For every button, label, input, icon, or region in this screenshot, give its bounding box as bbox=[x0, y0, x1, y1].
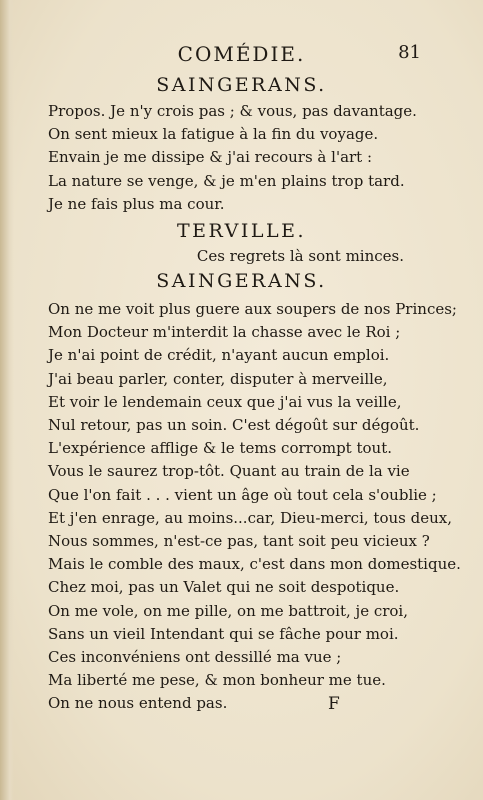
verse-line: Je ne fais plus ma cour. bbox=[48, 194, 225, 213]
signature-mark: F bbox=[328, 694, 340, 714]
verse-line: Vous le saurez trop-tôt. Quant au train de la vie bbox=[48, 462, 410, 481]
verse-line: J'ai beau parler, conter, disputer à merveille, bbox=[48, 369, 388, 388]
speech-1 bbox=[48, 100, 428, 216]
binding-gutter bbox=[0, 0, 14, 800]
verse-line: Mais le comble des maux, c'est dans mon domestique. bbox=[48, 555, 461, 574]
verse-line: Mon Docteur m'interdit la chasse avec le Roi ; bbox=[48, 323, 401, 342]
verse-line: Sans un vieil Intendant qui se fâche pour moi. bbox=[48, 624, 399, 643]
verse-line: Envain je me dissipe & j'ai recours à l'art : bbox=[48, 148, 373, 167]
speaker-saingerans-1: SAINGERANS. bbox=[156, 74, 327, 96]
page-header bbox=[0, 42, 483, 72]
verse-line: On ne me voit plus guere aux soupers de nos Princes; bbox=[48, 300, 457, 318]
speech-3 bbox=[48, 298, 461, 716]
page-number: 81 bbox=[398, 42, 421, 63]
verse-line: Et j'en enrage, au moins...car, Dieu-merci, tous deux, bbox=[48, 508, 452, 527]
verse-line: Que l'on fait . . . vient un âge où tout cela s'oublie ; bbox=[48, 485, 437, 504]
verse-line: Propos. Je n'y crois pas ; & vous, pas davantage. bbox=[48, 102, 417, 120]
verse-line: La nature se venge, & je m'en plains trop tard. bbox=[48, 171, 405, 190]
verse-line: Ma liberté me pese, & mon bonheur me tue. bbox=[48, 671, 386, 690]
verse-line: Nul retour, pas un soin. C'est dégoût sur dégoût. bbox=[48, 416, 420, 435]
verse-line: Ces inconvéniens ont dessillé ma vue ; bbox=[48, 648, 342, 667]
speaker-saingerans-2: SAINGERANS. bbox=[156, 270, 327, 292]
verse-line: Je n'ai point de crédit, n'ayant aucun emploi. bbox=[48, 346, 390, 365]
running-title: COMÉDIE. bbox=[177, 42, 306, 66]
speaker-terville: TERVILLE. bbox=[176, 220, 307, 242]
verse-line: On ne nous entend pas. bbox=[48, 694, 228, 713]
verse-line: On me vole, on me pille, on me battroit, je croi, bbox=[48, 601, 408, 620]
verse-line: L'expérience afflige & le tems corrompt tout. bbox=[48, 439, 392, 458]
verse-line: Chez moi, pas un Valet qui ne soit despotique. bbox=[48, 578, 400, 597]
speech-2 bbox=[48, 245, 404, 268]
verse-line: Ces regrets là sont minces. bbox=[196, 247, 404, 265]
verse-line: On sent mieux la fatigue à la fin du voyage. bbox=[48, 125, 379, 144]
verse-line: Et voir le lendemain ceux que j'ai vus la veille, bbox=[48, 392, 402, 411]
verse-line: Nous sommes, n'est-ce pas, tant soit peu vicieux ? bbox=[48, 532, 430, 551]
